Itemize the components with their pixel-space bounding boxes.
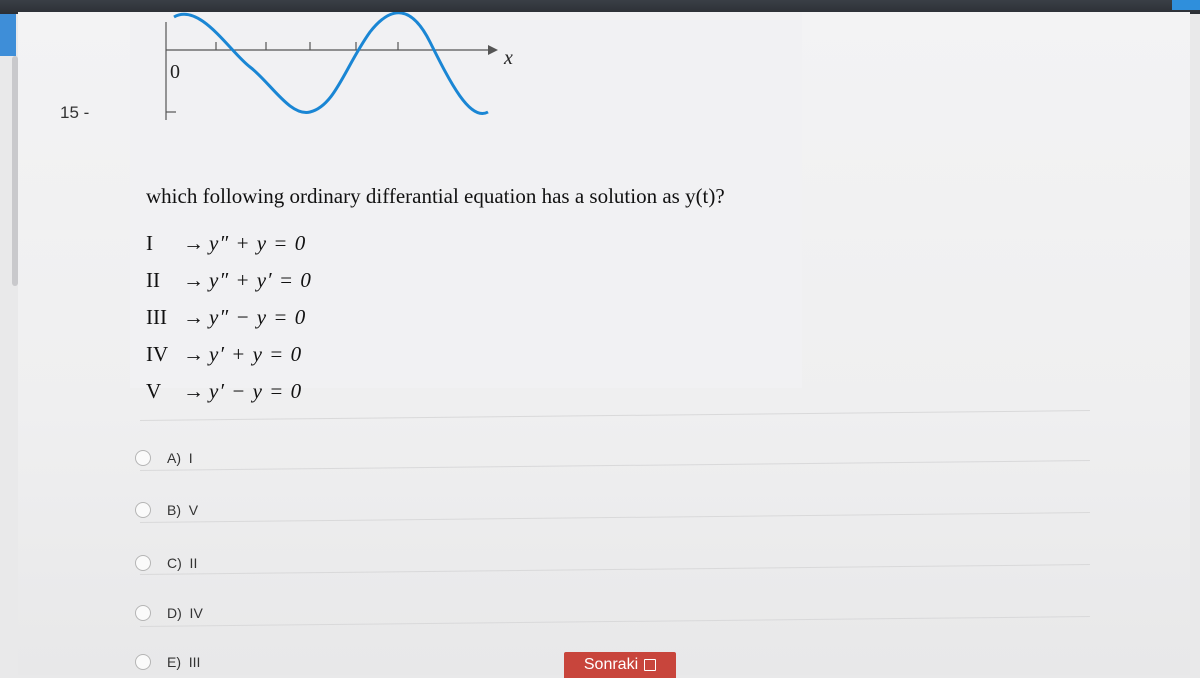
radio-button[interactable] xyxy=(135,605,151,621)
equation-numeral: III xyxy=(146,305,167,329)
option-label: B) V xyxy=(167,502,199,518)
equation-expression: y″ + y′ = 0 xyxy=(209,268,312,292)
arrow-icon: → xyxy=(183,342,204,366)
equation-item xyxy=(146,373,312,410)
equation-expression: y′ − y = 0 xyxy=(209,379,303,403)
equation-numeral: IV xyxy=(146,342,169,366)
equation-expression: y′ + y = 0 xyxy=(209,342,303,366)
equation-numeral: V xyxy=(146,379,162,403)
option-e[interactable] xyxy=(135,654,200,670)
radio-button[interactable] xyxy=(135,502,151,518)
question-number: 15 - xyxy=(60,103,90,122)
option-label: A) I xyxy=(167,450,193,466)
equation-item xyxy=(146,225,312,262)
origin-label: 0 xyxy=(170,61,180,83)
top-accent-tab xyxy=(1172,0,1200,10)
radio-button[interactable] xyxy=(135,654,151,670)
equation-list xyxy=(146,225,312,410)
question-prompt: which following ordinary differantial equation has a solution as y(t)? xyxy=(146,184,725,208)
option-a[interactable] xyxy=(135,450,193,466)
next-button[interactable] xyxy=(564,652,676,678)
option-label: E) III xyxy=(167,654,201,670)
x-axis-arrowhead xyxy=(488,45,498,55)
equation-item xyxy=(146,299,312,336)
x-axis-label: x xyxy=(504,47,513,69)
arrow-icon: → xyxy=(183,268,204,292)
scrollbar[interactable] xyxy=(12,56,18,286)
equation-expression: y″ + y = 0 xyxy=(209,231,307,255)
solution-graph xyxy=(130,12,550,122)
arrow-icon: → xyxy=(183,305,204,329)
option-b[interactable] xyxy=(135,502,198,518)
option-d[interactable] xyxy=(135,605,203,621)
equation-item xyxy=(146,262,312,299)
arrow-icon: → xyxy=(183,231,204,255)
radio-button[interactable] xyxy=(135,450,151,466)
equation-numeral: II xyxy=(146,268,160,292)
square-icon xyxy=(644,659,656,671)
radio-button[interactable] xyxy=(135,555,151,571)
option-label: D) IV xyxy=(167,605,203,621)
solution-curve xyxy=(174,13,488,114)
equation-item xyxy=(146,336,312,373)
option-label: C) II xyxy=(167,555,198,571)
next-button-label: Sonraki xyxy=(583,656,639,673)
option-c[interactable] xyxy=(135,555,197,571)
equation-expression: y″ − y = 0 xyxy=(209,305,307,329)
equation-numeral: I xyxy=(146,231,153,255)
left-panel-tab[interactable] xyxy=(0,14,16,56)
arrow-icon: → xyxy=(183,379,204,403)
